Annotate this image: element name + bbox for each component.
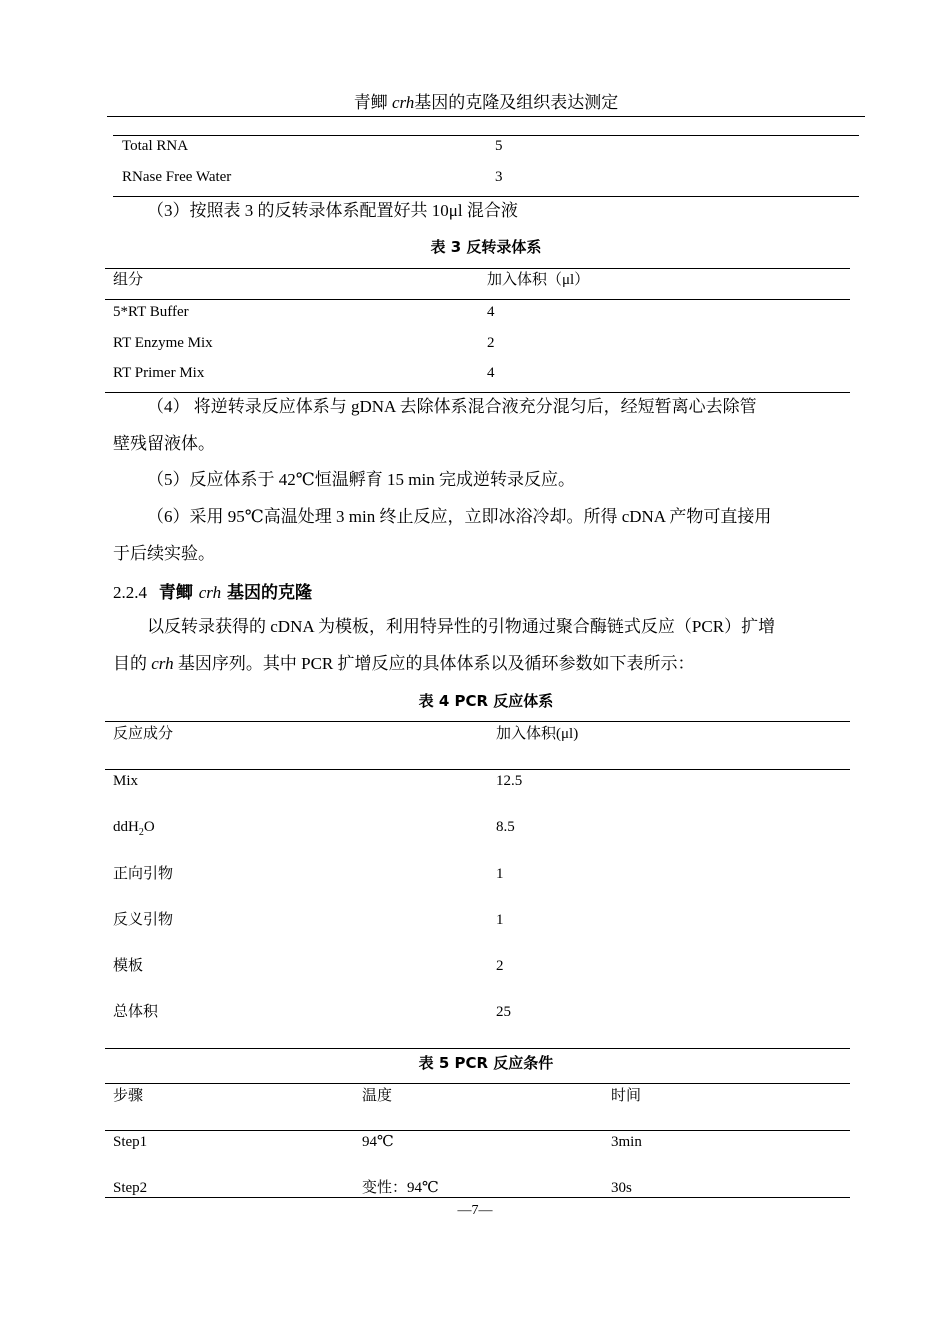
- table4-bottom-rule: [105, 1048, 850, 1049]
- table-cell: 3: [495, 169, 503, 185]
- table4-top-rule: [105, 721, 850, 722]
- header-gene: crh: [391, 93, 415, 112]
- table-cell: RT Enzyme Mix: [113, 335, 213, 351]
- table-cell: 1: [496, 912, 504, 928]
- step-4-line2: 壁残留液体。: [113, 434, 215, 453]
- pcr-intro-line2-post: 基因序列。其中 PCR 扩增反应的具体体系以及循环参数如下表所示：: [173, 654, 695, 673]
- step-6-paragraph: [113, 498, 861, 572]
- table-cell: 12.5: [496, 773, 523, 789]
- table-cell: 8.5: [496, 819, 515, 835]
- table4-mid-rule: [105, 769, 850, 770]
- table-cell: Step1: [113, 1134, 148, 1150]
- table3-header-component: 组分: [113, 272, 144, 288]
- table-cell: RNase Free Water: [122, 169, 232, 185]
- table4-header-volume: 加入体积(μl): [496, 726, 579, 742]
- table-cell: 4: [487, 365, 495, 381]
- running-header: [107, 92, 865, 117]
- table-cell: RT Primer Mix: [113, 365, 205, 381]
- table-cell: 5: [495, 138, 503, 154]
- ddh-name-post: O: [143, 819, 155, 835]
- table-cell: 1: [496, 866, 504, 882]
- table-cell: 正向引物: [113, 866, 174, 882]
- pcr-intro-line1: 以反转录获得的 cDNA 为模板，利用特异性的引物通过聚合酶链式反应（PCR）扩增: [147, 617, 776, 636]
- table-cell: 反义引物: [113, 912, 174, 928]
- step-5-text: （5）反应体系于 42℃恒温孵育 15 min 完成逆转录反应。: [147, 470, 575, 489]
- table2-top-rule: [113, 135, 859, 136]
- step-6-line1: （6）采用 95℃高温处理 3 min 终止反应，立即冰浴冷却。所得 cDNA 产物可直接用: [147, 507, 772, 526]
- table-cell: 2: [496, 958, 504, 974]
- table4-caption: 表 4 PCR 反应体系: [418, 692, 554, 710]
- step-3-paragraph: [113, 192, 861, 229]
- table-cell: 30s: [611, 1180, 632, 1196]
- header-post: 基因的克隆及组织表达测定: [414, 93, 619, 112]
- section-pre: 青鲫: [158, 583, 199, 603]
- step-4-line1: （4） 将逆转录反应体系与 gDNA 去除体系混合液充分混匀后，经短暂离心去除管: [147, 397, 757, 416]
- table3-header-volume: 加入体积（μl）: [487, 272, 590, 288]
- ddh-name: ddH: [113, 819, 139, 835]
- table5-top-rule: [105, 1083, 850, 1084]
- table3-mid-rule: [105, 299, 850, 300]
- table5-mid-rule: [105, 1130, 850, 1131]
- table5-header-temp: 温度: [362, 1088, 393, 1104]
- page-number: —7—: [457, 1203, 493, 1218]
- table-cell: 3min: [611, 1134, 642, 1150]
- table5-header-step: 步骤: [113, 1088, 144, 1104]
- table3-caption: 表 3 反转录体系: [430, 238, 542, 256]
- table-cell: Mix: [113, 773, 139, 789]
- table-cell: 2: [487, 335, 495, 351]
- header-pre: 青鲫: [353, 93, 392, 112]
- ddh-subscript: 2: [138, 827, 144, 838]
- section-gene: crh: [198, 583, 222, 602]
- step-3-text: （3）按照表 3 的反转录体系配置好共 10μl 混合液: [147, 201, 518, 220]
- pcr-intro-line2-pre: 目的: [113, 654, 152, 673]
- table-cell: 5*RT Buffer: [113, 304, 189, 320]
- table-cell: [113, 817, 155, 843]
- pcr-intro-gene: crh: [151, 654, 174, 673]
- table-cell: 模板: [113, 958, 144, 974]
- table-cell: 总体积: [113, 1004, 159, 1020]
- table4-header-component: 反应成分: [113, 726, 174, 742]
- table5-bottom-rule: [105, 1197, 850, 1198]
- table5-header-time: 时间: [611, 1088, 642, 1104]
- table-cell: 25: [496, 1004, 511, 1020]
- table-cell: 变性：94℃: [362, 1180, 439, 1196]
- section-post: 基因的克隆: [221, 583, 313, 603]
- pcr-intro-paragraph: [113, 608, 861, 682]
- table5-caption: 表 5 PCR 反应条件: [418, 1054, 554, 1072]
- table-cell: 4: [487, 304, 495, 320]
- table3-top-rule: [105, 268, 850, 269]
- table-cell: Total RNA: [122, 138, 189, 154]
- section-heading: [113, 578, 312, 603]
- table-cell: 94℃: [362, 1134, 394, 1150]
- section-number: 2.2.4: [113, 583, 147, 602]
- table-cell: Step2: [113, 1180, 148, 1196]
- step-5-paragraph: [113, 461, 861, 498]
- step-4-paragraph: [113, 388, 861, 462]
- step-6-line2: 于后续实验。: [113, 544, 215, 563]
